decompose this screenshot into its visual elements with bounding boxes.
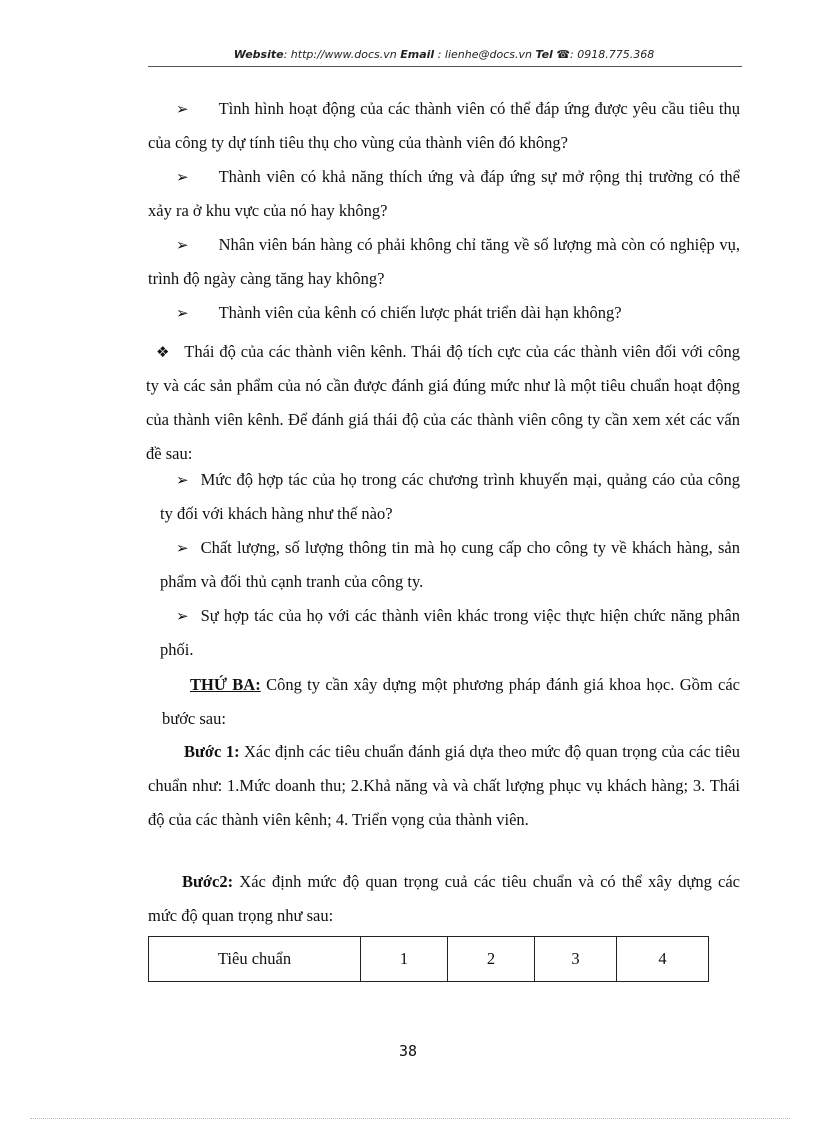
arrow-bullet-icon: ➢ [176,539,189,557]
footer-divider [30,1118,790,1119]
list-item [148,92,740,160]
tel-value: : 0918.775.368 [570,48,655,61]
page-number: 38 [398,1042,418,1060]
website-label: Website [233,48,284,61]
list-item-text: Nhân viên bán hàng có phải không chỉ tăng về số lượng mà còn có nghiệp vụ, trình độ ngày càng tăng hay không? [148,235,740,288]
third-text: Công ty cần xây dựng một phương pháp đánh giá khoa học. Gồm các bước sau: [162,675,741,728]
table-header-cell: Tiêu chuẩn [149,937,361,982]
arrow-bullet-icon: ➢ [176,100,189,118]
table-header-cell: 2 [448,937,535,982]
email-label: Email [400,48,435,61]
attitude-text: Thái độ của các thành viên kênh. Thái độ tích cực của các thành viên đối với công ty và các sản phẩm của nó cần được đánh giá đúng mức như là một tiêu chuẩn hoạt động của thành viên kênh. Để đánh giá thái độ của các thành viên công ty cần xem xét các vấn đề sau: [146,342,740,463]
diamond-bullet-icon: ❖ [156,343,171,361]
attitude-paragraph [146,335,740,471]
list-item-text: Thành viên của kênh có chiến lược phát triển dài hạn không? [218,303,622,322]
list-item [148,296,740,330]
step1-paragraph [148,735,740,837]
email-value: : lienhe@docs.vn [434,48,536,61]
step1-label: Bước 1: [184,742,240,761]
list-item-text: Chất lượng, số lượng thông tin mà họ cung cấp cho công ty về khách hàng, sản phẩm và đối thủ cạnh tranh của công ty. [160,538,740,591]
third-paragraph [162,668,740,736]
step1-text: Xác định các tiêu chuẩn đánh giá dựa theo mức độ quan trọng của các tiêu chuẩn như: 1.Mức doanh thu; 2.Khả năng và và chất lượng phục vụ khách hàng; 3. Thái độ của các thành viên kênh; 4. Triển vọng của thành viên. [148,742,740,829]
table-header-cell: 3 [535,937,617,982]
list-item [160,463,740,531]
step2-text: Xác định mức độ quan trọng cuả các tiêu chuẩn và có thể xây dựng các mức độ quan trọng như sau: [148,872,740,925]
list-item-text: Thành viên có khả năng thích ứng và đáp ứng sự mở rộng thị trường có thể xảy ra ở khu vực của nó hay không? [148,167,740,220]
list-item [148,228,740,296]
list-item [148,160,740,228]
website-value: : http://www.docs.vn [283,48,401,61]
header-divider [148,66,742,67]
arrow-bullet-icon: ➢ [176,471,189,489]
table-header-cell: 1 [361,937,448,982]
step2-label: Bước2: [182,872,234,891]
page-header [148,48,740,61]
arrow-bullet-icon: ➢ [176,607,189,625]
phone-icon: ☎ [556,48,571,61]
table-header-cell: 4 [617,937,709,982]
table-row [149,937,709,982]
list-item-text: Tình hình hoạt động của các thành viên có thể đáp ứng được yêu cầu tiêu thụ của công ty dự tính tiêu thụ cho vùng của thành viên đó không? [148,99,740,152]
criteria-table [148,936,709,982]
list-item [160,599,740,667]
step2-paragraph [148,865,740,933]
arrow-bullet-icon: ➢ [176,168,189,186]
arrow-bullet-icon: ➢ [176,304,189,322]
arrow-bullet-icon: ➢ [176,236,189,254]
tel-label: Tel [535,48,553,61]
list-item-text: Mức độ hợp tác của họ trong các chương trình khuyến mại, quảng cáo của công ty đối với khách hàng như thế nào? [160,470,740,523]
list-item [160,531,740,599]
list-item-text: Sự hợp tác của họ với các thành viên khác trong việc thực hiện chức năng phân phối. [160,606,740,659]
third-label: THỨ BA: [190,675,261,694]
